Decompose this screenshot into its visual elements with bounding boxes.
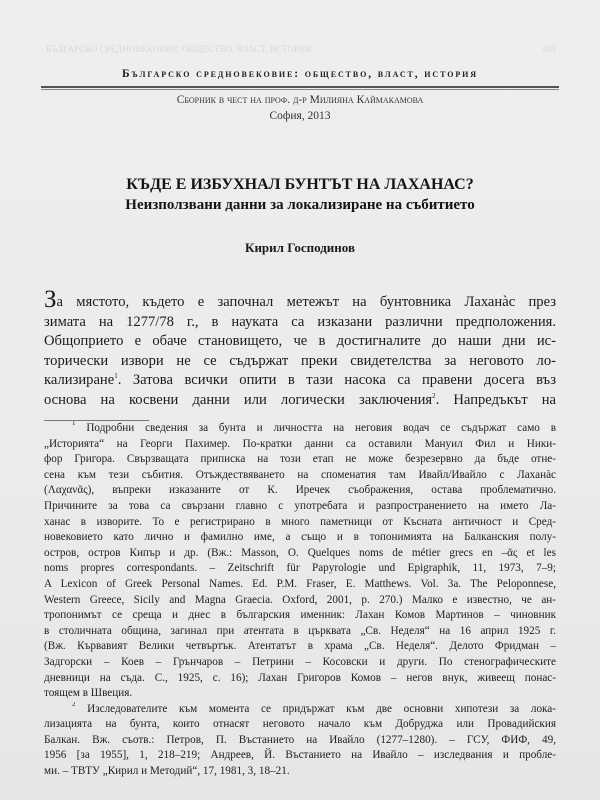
series-title: Българско средновековие: общество, власт, история [122, 68, 478, 80]
footnote-line: тоящем в Швеция. [44, 687, 133, 700]
footnote-line: 1956 [за 1955], 1, 218–219; Андреев, Й. Въстанието на Ивайло – изследвания и пробле- [44, 749, 556, 762]
body-line: За мястото, където е започнал метежът на бунтовника Лаханàс през [44, 286, 556, 313]
body-line: кализиране$^1$. Затова всички опити в тази насока са правени досега въз [44, 372, 556, 388]
footnote-line: фор Григора. Свързващата приписка на този етап не може безрезервно да бъде отне- [44, 453, 556, 466]
bleed-through-header [46, 44, 556, 54]
footnote-line: noms propres correspondants. – Zeitschrift für Papyrologie und Epigraphik, 11, 1973, 7–9; [44, 562, 556, 575]
footnote-line: ми. – ТВТУ „Кирил и Методий“, 17, 1981, 3, 18–21. [44, 765, 290, 778]
article-subtitle: Неизползвани данни за локализиране на събитието [125, 197, 475, 213]
body-line: зимата на 1277/78 г., в науката са изказани различни предположения. [44, 313, 556, 330]
footnote-line: остров, остров Кипър и др. (Вж.: Masson, O. Quelques noms de métier grecs en –ᾶς et les [44, 546, 556, 559]
footnote-line: „Историята“ на Георги Пахимер. По-кратки данни са оставили Мануил Фил и Ники- [44, 437, 556, 450]
footnote-line: сена към тези събития. Отъждествяването на споменатия там Ивайл/Ивайло с Лаханàс [44, 468, 556, 481]
footnote-number: 1 [72, 421, 76, 427]
bleed-through-page-number: 403 [542, 44, 556, 54]
footnote-line: Причините за това са свързани главно с употребата и разпространението на името Ла- [44, 499, 556, 512]
article-author: Кирил Господинов [245, 240, 355, 255]
footnote-2 [44, 702, 556, 780]
bleed-through-running-head: БЪЛГАРСКО СРЕДНОВЕКОВИЕ: ОБЩЕСТВО, ВЛАСТ, ИСТОРИЯ [46, 44, 312, 54]
footnote-line: (Λαχανᾶς), въпреки изказаните от К. Иречек съображения, остава проблематично. [44, 484, 556, 497]
header-rule-thin [41, 89, 559, 90]
footnote-line: A Lexicon of Greek Personal Names. Ed. P.M. Fraser, E. Matthews. Vol. 3a. The Peloponnese, [44, 577, 556, 590]
footnote-line: ханас в изворите. То е регистрирано в много паметници от Късната античност и Сред- [44, 515, 556, 528]
footnote-line: $^2$ Изследователите към момента се придържат към две основни хипотези за лока- [72, 701, 556, 715]
footnote-line: новековието като лично и фамилно име, а също и в топонимията на Балканския полу- [44, 531, 556, 544]
footnote-line: Балкан. Вж. съотв.: Петров, П. Въстанието на Ивайло (1277–1280). – ГСУ, ФИФ, 49, [44, 733, 556, 746]
footnote-ref-2[interactable]: 2 [432, 391, 436, 400]
body-paragraph [44, 286, 556, 410]
footnote-1 [44, 421, 556, 702]
footnote-ref-1[interactable]: 1 [114, 372, 118, 380]
footnotes [44, 421, 556, 780]
footnote-line: лизацията на бунта, които отнасят неговото начало към Добруджа или Провадийския [44, 718, 556, 731]
city-year: София, 2013 [269, 110, 331, 122]
footnote-line: Задгорски – Коев – Грънчаров – Петрини – Косовски и други. По стенографическите [44, 655, 556, 668]
footnote-line: дневници на съда. С., 1925, с. 16); Лахан Григоров Комов – негов внук, живеещ понас- [44, 671, 556, 684]
footnote-line: $^1$ Подробни сведения за бунта и личността на неговия водач се съдържат само в [72, 421, 556, 434]
body-line: торически извори не се съдържат преки свидетелства за неговото ло- [44, 352, 556, 369]
header-rule-thick [41, 86, 559, 88]
footnote-line: (Вж. Кървавият Велики четвъртък. Атентатът в храма „Св. Неделя“. Делото Фридман – [44, 640, 556, 653]
collection-title: Сборник в чест на проф. д-р Милияна Каймакамова [176, 94, 424, 106]
footnote-line: Western Greece, Sicily and Magna Graecia. Oxford, 2001, p. 270.) Малко е известно, че ан- [44, 593, 556, 606]
article-title: КЪДЕ Е ИЗБУХНАЛ БУНТЪТ НА ЛАХАНАС? [126, 176, 474, 193]
body-line: Общоприето е обаче становището, че в достигналите до наши дни ис- [44, 333, 556, 349]
footnote-line: тропонимът се среща и днес в българския именник: Лахан Комов Мартинов – чиновник [44, 609, 556, 622]
body-line: основа на косвени данни или логически заключения$^2$. Напредъкът на [44, 391, 556, 408]
footnote-line: в столичната община, загинал при атентата в църквата „Св. Неделя“ на 16 април 1925 г. [44, 624, 556, 637]
drop-cap: З [44, 286, 57, 313]
footnote-number: 2 [72, 701, 76, 708]
